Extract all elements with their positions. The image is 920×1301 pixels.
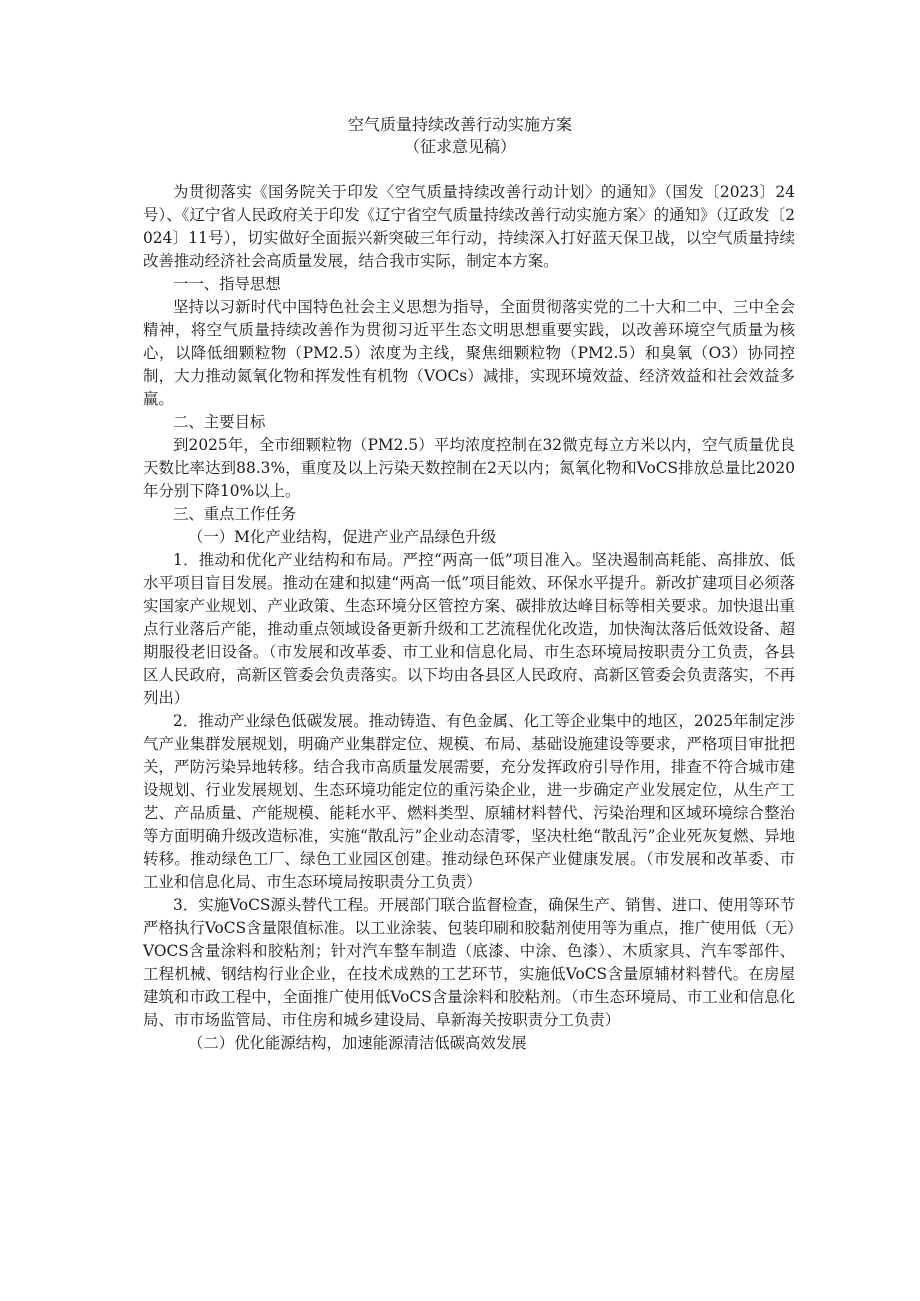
subsection-heading-industry-structure: （一）M化产业结构，促进产业产品绿色升级 bbox=[188, 528, 497, 546]
main-goals-paragraph: 到2025年，全市细颗粒物（PM2.5）平均浓度控制在32微克每立方米以内，空气质量优良天数比率达到88.3%，重度及以上污染天数控制在2天以内；氮氧化物和VoCS排放总量比2020年分别下降10%以上。 bbox=[143, 436, 795, 500]
section-heading-key-tasks: 三、重点工作任务 bbox=[173, 505, 297, 523]
document-subtitle: （征求意见稿） bbox=[403, 137, 516, 156]
section-heading-guiding-ideology: 一一、指导思想 bbox=[173, 275, 281, 293]
task-item-3: 3．实施VoCS源头替代工程。开展部门联合监督检查，确保生产、销售、进口、使用等环节严格执行VoCS含量限值标准。以工业涂装、包装印刷和胶黏剂使用等为重点，推广使用低（无）VOCS含量涂料和胶粘剂；针对汽车整车制造（底漆、中涂、色漆）、木质家具、汽车零部件、工程机械、钢结构行业企业，在技术成熟的工艺环节，实施低VoCS含量原辅材料替代。在房屋建筑和市政工程中，全面推广使用低VoCS含量涂料和胶粘剂。（市生态环境局、市工业和信息化局、市市场监管局、市住房和城乡建设局、阜新海关按职责分工负责） bbox=[143, 896, 795, 1029]
task-item-1: 1．推动和优化产业结构和布局。严控“两高一低”项目准入。坚决遏制高耗能、高排放、低水平项目盲目发展。推动在建和拟建“两高一低”项目能效、环保水平提升。新改扩建项目必须落实国家产业规划、产业政策、生态环境分区管控方案、碳排放达峰目标等相关要求。加快退出重点行业落后产能，推动重点领域设备更新升级和工艺流程优化改造，加快淘汰落后低效设备、超期服役老旧设备。（市发展和改革委、市工业和信息化局、市生态环境局按职责分工负责，各县区人民政府，高新区管委会负责落实。以下均由各县区人民政府、高新区管委会负责落实，不再列出） bbox=[143, 551, 795, 707]
task-item-2: 2．推动产业绿色低碳发展。推动铸造、有色金属、化工等企业集中的地区，2025年制定涉气产业集群发展规划，明确产业集群定位、规模、布局、基础设施建设等要求，严格项目审批把关，严防污染异地转移。结合我市高质量发展需要，充分发挥政府引导作用，排查不符合城市建设规划、行业发展规划、生态环境功能定位的重污染企业，进一步确定产业发展定位，从生产工艺、产品质量、产能规模、能耗水平、燃料类型、原辅材料替代、污染治理和区域环境综合整治等方面明确升级改造标准，实施“散乱污”企业动态清零，坚决杜绝“散乱污”企业死灰复燃、异地转移。推动绿色工厂、绿色工业园区创建。推动绿色环保产业健康发展。（市发展和改革委、市工业和信息化局、市生态环境局按职责分工负责） bbox=[143, 712, 795, 891]
document-body bbox=[143, 181, 795, 1055]
guiding-ideology-paragraph: 坚持以习新时代中国特色社会主义思想为指导，全面贯彻落实党的二十大和二中、三中全会精神，将空气质量持续改善作为贯彻习近平生态文明思想重要实践，以改善环境空气质量为核心，以降低细颗粒物（PM2.5）浓度为主线，聚焦细颗粒物（PM2.5）和臭氧（O3）协同控制，大力推动氮氧化物和挥发性有机物（VOCs）减排，实现环境效益、经济效益和社会效益多赢。 bbox=[143, 298, 795, 408]
subsection-heading-energy-structure: （二）优化能源结构，加速能源清洁低碳高效发展 bbox=[188, 1034, 527, 1052]
intro-paragraph: 为贯彻落实《国务院关于印发〈空气质量持续改善行动计划〉的通知》（国发〔2023〕24号）、《辽宁省人民政府关于印发《辽宁省空气质量持续改善行动实施方案〉的通知》（辽政发〔2024〕11号），切实做好全面振兴新突破三年行动，持续深入打好蓝天保卫战，以空气质量持续改善推动经济社会高质量发展，结合我市实际，制定本方案。 bbox=[143, 183, 795, 270]
document-title: 空气质量持续改善行动实施方案 bbox=[347, 115, 572, 134]
section-heading-main-goals: 二、主要目标 bbox=[173, 413, 266, 431]
